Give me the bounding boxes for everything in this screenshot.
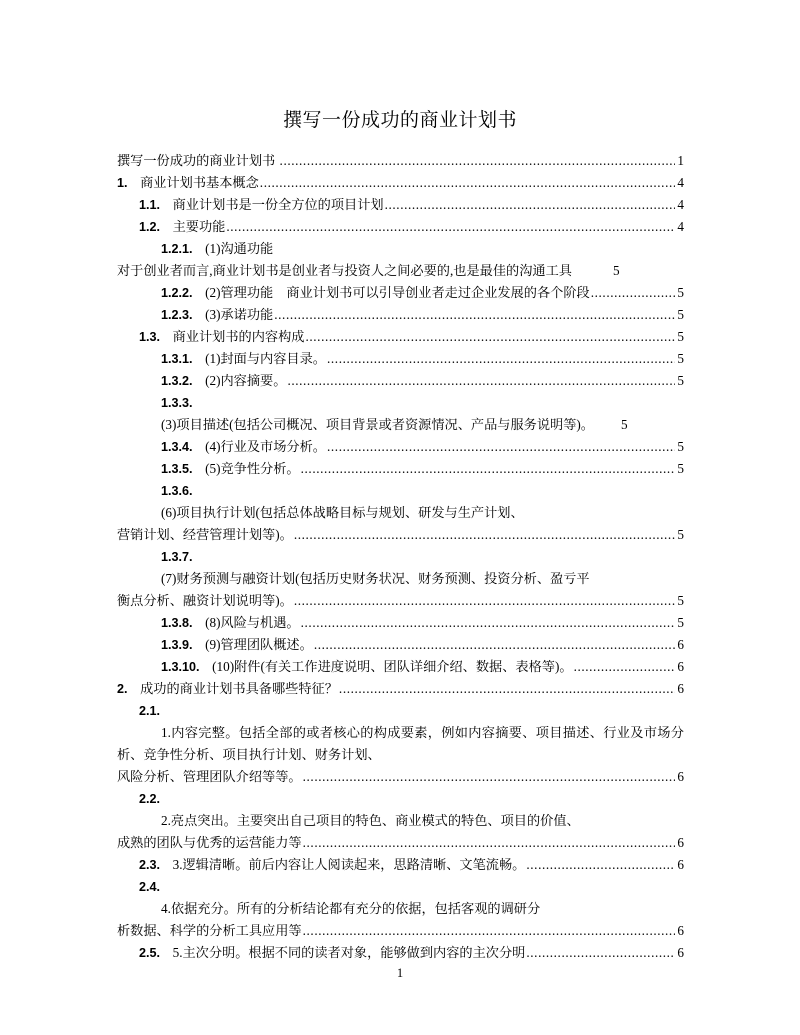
toc-entry-text: 营销计划、经营管理计划等)。 <box>117 527 293 542</box>
dot-leader <box>339 678 675 700</box>
toc-entry-text: 主要功能 <box>172 219 226 234</box>
toc-entry-text: 2.亮点突出。主要突出自己项目的特色、商业模式的特色、项目的价值、 <box>161 813 580 828</box>
toc-entry[interactable] <box>117 854 684 876</box>
toc-page-number: 5 <box>677 351 684 366</box>
toc-entry[interactable] <box>117 216 684 238</box>
toc-entry-number: 1.3.3. <box>161 396 206 410</box>
toc-entry-number: 1.2. <box>139 220 173 234</box>
page-title: 撰写一份成功的商业计划书 <box>282 110 517 131</box>
toc-page-number: 1 <box>677 153 684 168</box>
toc-entry-tail <box>117 766 684 788</box>
toc-entry-text: 商业计划书基本概念 <box>140 175 259 190</box>
toc-page-number: 5 <box>677 461 684 476</box>
toc-entry-continuation <box>117 414 684 436</box>
toc-entry[interactable] <box>117 458 684 480</box>
dot-leader <box>591 282 676 304</box>
toc-entry[interactable] <box>117 634 684 656</box>
toc-entry-text: (2)管理功能 商业计划书可以引导创业者走过企业发展的各个阶段 <box>205 285 590 300</box>
toc-entry[interactable] <box>117 238 684 282</box>
toc-entry[interactable] <box>117 700 684 788</box>
toc-entry[interactable] <box>117 326 684 348</box>
toc-entry-number: 2. <box>117 682 141 696</box>
toc-page-number: 6 <box>677 835 684 850</box>
toc-entry[interactable] <box>117 678 684 700</box>
toc-entry-number: 2.4. <box>139 880 173 894</box>
toc-page-number: 5 <box>677 373 684 388</box>
table-of-contents <box>117 150 684 964</box>
toc-entry-continuation <box>117 502 684 524</box>
toc-page-number: 6 <box>677 923 684 938</box>
toc-entry[interactable] <box>117 656 684 678</box>
toc-entry-tail <box>117 920 684 942</box>
toc-entry-continuation <box>117 260 684 282</box>
toc-page-number: 4 <box>677 175 684 190</box>
toc-page-number: 5 <box>677 285 684 300</box>
toc-entry-text: (10)附件(有关工作进度说明、团队详细介绍、数据、表格等)。 <box>212 659 573 674</box>
toc-entry[interactable] <box>117 150 684 172</box>
toc-entry-text: 对于创业者而言,商业计划书是创业者与投资人之间必要的,也是最佳的沟通工具 <box>117 263 572 278</box>
dot-leader <box>280 150 676 172</box>
toc-entry[interactable] <box>117 304 684 326</box>
toc-entry-number: 1.3.7. <box>161 550 206 564</box>
toc-entry-number: 1.3.8. <box>161 616 206 630</box>
toc-entry[interactable] <box>117 876 684 942</box>
toc-entry-number: 2.5. <box>139 946 173 960</box>
toc-page-number: 5 <box>677 307 684 322</box>
toc-entry-number: 2.2. <box>139 792 173 806</box>
toc-entry-text: (3)项目描述(包括公司概况、项目背景或者资源情况、产品与服务说明等)。 <box>161 417 594 432</box>
toc-entry-text: (4)行业及市场分析。 <box>205 439 326 454</box>
dot-leader <box>303 920 676 942</box>
toc-page-number: 6 <box>677 637 684 652</box>
toc-page-number: 4 <box>677 219 684 234</box>
dot-leader <box>287 370 675 392</box>
toc-entry-number: 1.3.5. <box>161 462 206 476</box>
dot-leader <box>303 766 676 788</box>
toc-page-number: 6 <box>677 769 684 784</box>
toc-page-number: 6 <box>677 857 684 872</box>
toc-page-number: 5 <box>677 439 684 454</box>
toc-entry-number: 2.3. <box>139 858 173 872</box>
toc-entry-text: 商业计划书的内容构成 <box>172 329 305 344</box>
toc-entry-text: 3.逻辑清晰。前后内容让人阅读起来，思路清晰、文笔流畅。 <box>172 857 526 872</box>
toc-entry[interactable] <box>117 546 684 612</box>
dot-leader <box>526 942 675 964</box>
toc-entry-number: 1.3.4. <box>161 440 206 454</box>
toc-entry-number: 1.3.9. <box>161 638 206 652</box>
toc-entry-text: 成熟的团队与优秀的运营能力等 <box>117 835 302 850</box>
toc-entry-number: 2.1. <box>139 704 173 718</box>
dot-leader <box>385 194 676 216</box>
toc-entry-text: 1.内容完整。包括全部的或者核心的构成要素，例如内容摘要、项目描述、行业及市场分析、竞争性分析、项目执行计划、财务计划、 <box>117 725 684 762</box>
toc-page-number: 6 <box>677 945 684 960</box>
toc-entry-text: (6)项目执行计划(包括总体战略目标与规划、研发与生产计划、 <box>161 505 524 520</box>
toc-entry-number: 1.3. <box>139 330 173 344</box>
toc-entry-text: 析数据、科学的分析工具应用等 <box>117 923 302 938</box>
toc-entry-continuation <box>117 568 684 590</box>
toc-entry-continuation <box>117 810 684 832</box>
toc-entry-text: 5.主次分明。根据不同的读者对象，能够做到内容的主次分明 <box>172 945 526 960</box>
toc-entry-text: 衡点分析、融资计划说明等)。 <box>117 593 293 608</box>
toc-page-number: 4 <box>677 197 684 212</box>
dot-leader <box>260 172 676 194</box>
dot-leader <box>274 304 675 326</box>
toc-entry-continuation <box>117 722 684 766</box>
dot-leader <box>226 216 675 238</box>
dot-leader <box>574 656 676 678</box>
toc-entry-text: 4.依据充分。所有的分析结论都有充分的依据，包括客观的调研分 <box>161 901 541 916</box>
toc-page-number: 6 <box>677 659 684 674</box>
toc-entry[interactable] <box>117 612 684 634</box>
toc-entry-continuation <box>117 898 684 920</box>
dot-leader <box>305 326 675 348</box>
toc-entry-number: 1. <box>117 176 141 190</box>
toc-entry-text: (3)承诺功能 <box>205 307 274 322</box>
toc-entry[interactable] <box>117 282 684 304</box>
toc-entry[interactable] <box>117 480 684 546</box>
toc-entry-number: 1.2.1. <box>161 242 206 256</box>
toc-entry-tail <box>117 832 684 854</box>
toc-entry-text: 成功的商业计划书具备哪些特征？ <box>140 681 338 696</box>
dot-leader <box>327 348 675 370</box>
toc-entry-text: (8)风险与机遇。 <box>205 615 300 630</box>
toc-page-number: 5 <box>677 593 684 608</box>
toc-entry[interactable] <box>117 172 684 194</box>
toc-entry[interactable] <box>117 370 684 392</box>
toc-page-number: 5 <box>677 329 684 344</box>
dot-leader <box>294 524 676 546</box>
dot-leader <box>303 832 676 854</box>
toc-page-number: 6 <box>677 681 684 696</box>
toc-entry[interactable] <box>117 788 684 854</box>
toc-entry-text: (9)管理团队概述。 <box>205 637 313 652</box>
toc-entry-text: (5)竞争性分析。 <box>205 461 300 476</box>
toc-entry-number: 1.3.2. <box>161 374 206 388</box>
toc-entry[interactable] <box>117 942 684 964</box>
toc-entry-text: (1)沟通功能 <box>205 241 274 256</box>
toc-entry-text: (7)财务预测与融资计划(包括历史财务状况、财务预测、投资分析、盈亏平 <box>161 571 590 586</box>
dot-leader <box>294 590 676 612</box>
toc-entry-text: 风险分析、管理团队介绍等等。 <box>117 769 302 784</box>
toc-entry[interactable] <box>117 436 684 458</box>
toc-entry[interactable] <box>117 194 684 216</box>
toc-entry-number: 1.3.1. <box>161 352 206 366</box>
dot-leader <box>526 854 675 876</box>
toc-entry-text: 撰写一份成功的商业计划书 <box>117 153 279 168</box>
footer-page-number: 1 <box>396 966 404 980</box>
toc-entry[interactable] <box>117 392 684 436</box>
toc-entry-text: (1)封面与内容目录。 <box>205 351 326 366</box>
dot-leader <box>327 436 675 458</box>
toc-entry-text: (2)内容摘要。 <box>205 373 287 388</box>
toc-page-number: 5 <box>612 263 620 278</box>
dot-leader <box>314 634 676 656</box>
toc-entry-tail <box>117 524 684 546</box>
toc-entry-number: 1.1. <box>139 198 173 212</box>
toc-entry-number: 1.3.6. <box>161 484 206 498</box>
dot-leader <box>301 458 676 480</box>
toc-entry-text: 商业计划书是一份全方位的项目计划 <box>172 197 384 212</box>
toc-page-number: 5 <box>677 527 684 542</box>
toc-entry-tail <box>117 590 684 612</box>
toc-entry-number: 1.2.2. <box>161 286 206 300</box>
toc-entry-number: 1.3.10. <box>161 660 213 674</box>
dot-leader <box>301 612 676 634</box>
toc-entry-number: 1.2.3. <box>161 308 206 322</box>
toc-page-number: 5 <box>677 615 684 630</box>
toc-page-number: 5 <box>620 417 628 432</box>
toc-entry[interactable] <box>117 348 684 370</box>
